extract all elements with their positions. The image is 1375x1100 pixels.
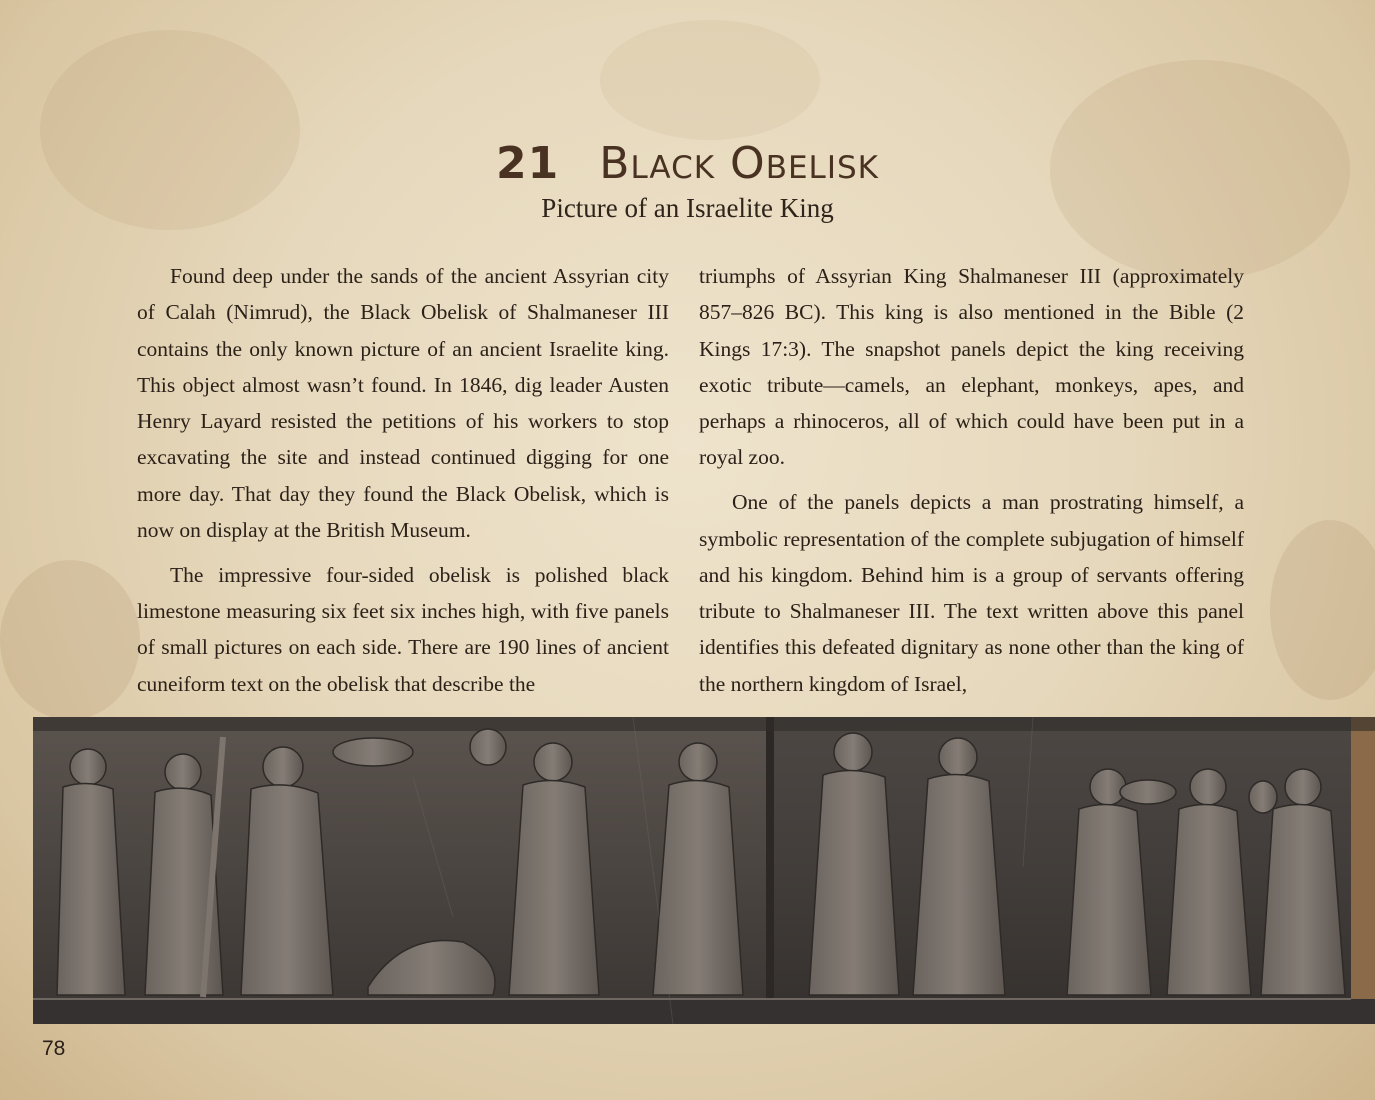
chapter-subtitle: Picture of an Israelite King (541, 193, 834, 223)
page-number: 78 (42, 1037, 66, 1060)
chapter-number: 21 (496, 138, 560, 189)
relief-illustration (33, 717, 1375, 1024)
parchment-stain (1270, 520, 1375, 700)
left-text-column (137, 258, 669, 711)
page-title (0, 140, 1375, 188)
chapter-title: Black Obelisk (599, 138, 879, 189)
right-text-column (699, 258, 1244, 711)
parchment-stain (0, 560, 140, 720)
parchment-stain (600, 20, 820, 140)
paragraph: One of the panels depicts a man prostrating himself, a symbolic representation of the complete subjugation of himself and his kingdom. Behind him is a group of servants offering tribute to Shalmaneser III. The text written above this panel identifies this defeated dignitary as none other than the king of the northern kingdom of Israel, (699, 490, 1244, 696)
paragraph: Found deep under the sands of the ancient Assyrian city of Calah (Nimrud), the Black Obelisk of Shalmaneser III contains the only known picture of an ancient Israelite king. This object almost wasn’t found. In 1846, dig leader Austen Henry Layard resisted the petitions of his workers to stop excavating the site and instead continued digging for one more day. That day they found the Black Obelisk, which is now on display at the British Museum. (137, 264, 669, 543)
obelisk-relief-photo (33, 717, 1375, 1024)
paragraph: triumphs of Assyrian King Shalmaneser III (approximately 857–826 BC). This king is also mentioned in the Bible (2 Kings 17:3). The snapshot panels depict the king receiving exotic tribute—camels, an elephant, monkeys, apes, and perhaps a rhinoceros, all of which could have been put in a royal zoo. (699, 264, 1244, 470)
paragraph: The impressive four-sided obelisk is polished black limestone measuring six feet six inches high, with five panels of small pictures on each side. There are 190 lines of ancient cuneiform text on the obelisk that describe the (137, 562, 669, 696)
